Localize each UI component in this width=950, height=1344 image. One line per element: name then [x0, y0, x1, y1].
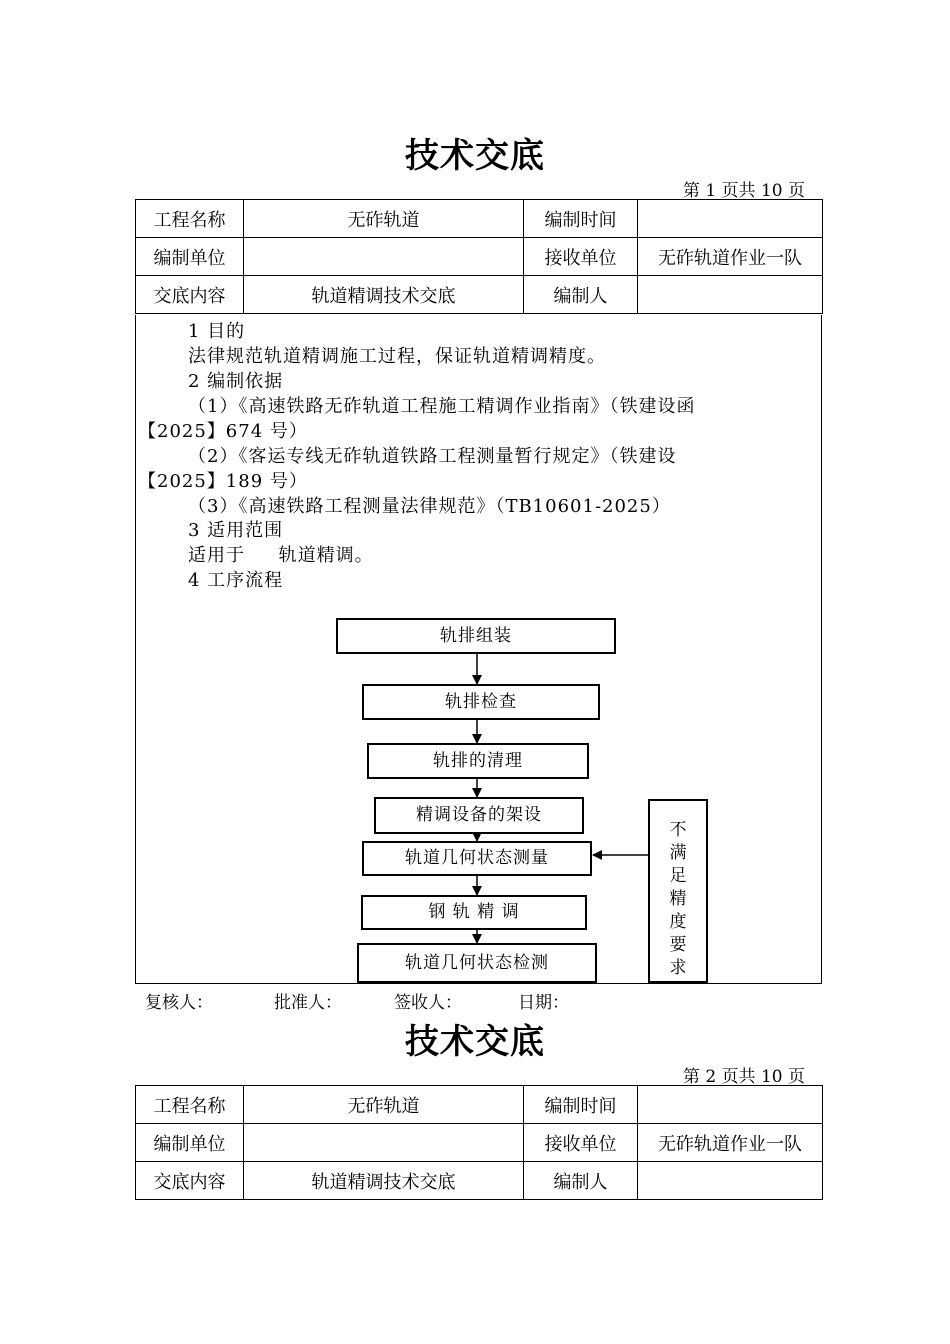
- project-name-value: 无砟轨道: [244, 200, 524, 238]
- table-row: [136, 238, 823, 276]
- page-2-header-table: [135, 1085, 823, 1200]
- project-name-value: 无砟轨道: [244, 1086, 524, 1124]
- project-name-label: 工程名称: [136, 1086, 244, 1124]
- body-text: （2）《客运专线无砟轨道铁路工程测量暂行规定》（铁建设: [188, 446, 677, 467]
- body-text: （1）《高速铁路无砟轨道工程施工精调作业指南》（铁建设函: [188, 396, 696, 417]
- compile-time-value: [638, 200, 823, 238]
- receive-unit-label: 接收单位: [524, 1124, 638, 1162]
- receive-unit-value: 无砟轨道作业一队: [638, 238, 823, 276]
- feedback-char: 满: [669, 843, 687, 863]
- content-label: 交底内容: [136, 1162, 244, 1200]
- receive-unit-value: 无砟轨道作业一队: [638, 1124, 823, 1162]
- body-text: 【2025】674 号）: [138, 421, 308, 442]
- compiler-value: [638, 276, 823, 314]
- content-value: 轨道精调技术交底: [244, 276, 524, 314]
- table-row: [136, 276, 823, 314]
- table-row: [136, 1086, 823, 1124]
- table-row: [136, 200, 823, 238]
- feedback-char: 精: [669, 889, 687, 909]
- compile-time-label: 编制时间: [524, 1086, 638, 1124]
- reviewer-label: 复核人：: [145, 993, 213, 1013]
- page-2-page-number: 第 2 页共 10 页: [682, 1067, 805, 1087]
- compile-unit-label: 编制单位: [136, 238, 244, 276]
- flow-step-2: 轨排检查: [362, 684, 600, 720]
- receive-unit-label: 接收单位: [524, 238, 638, 276]
- content-value: 轨道精调技术交底: [244, 1162, 524, 1200]
- approver-label: 批准人：: [274, 993, 342, 1013]
- page-1-header-table: [135, 199, 823, 314]
- date-label: 日期：: [518, 993, 569, 1013]
- section-heading-scope: 3 适用范围: [188, 520, 284, 541]
- table-row: [136, 1124, 823, 1162]
- feedback-box: [648, 799, 708, 983]
- compile-unit-value: [244, 1124, 524, 1162]
- section-heading-purpose: 1 目的: [188, 321, 246, 342]
- compile-time-label: 编制时间: [524, 200, 638, 238]
- recipient-label: 签收人：: [394, 993, 462, 1013]
- page-1-page-number: 第 1 页共 10 页: [682, 181, 805, 201]
- flow-step-7: 轨道几何状态检测: [357, 943, 597, 983]
- body-text: 适用于 轨道精调。: [188, 545, 374, 566]
- flow-step-6: 钢 轨 精 调: [361, 895, 587, 930]
- project-name-label: 工程名称: [136, 200, 244, 238]
- body-text: 法律规范轨道精调施工过程，保证轨道精调精度。: [188, 346, 606, 367]
- feedback-char: 不: [669, 820, 687, 840]
- compiler-label: 编制人: [524, 1162, 638, 1200]
- compile-unit-value: [244, 238, 524, 276]
- table-row: [136, 1162, 823, 1200]
- compiler-value: [638, 1162, 823, 1200]
- content-label: 交底内容: [136, 276, 244, 314]
- feedback-char: 要: [669, 935, 687, 955]
- page-2-title: 技术交底: [405, 1022, 545, 1062]
- compile-unit-label: 编制单位: [136, 1124, 244, 1162]
- feedback-char: 度: [669, 912, 687, 932]
- flow-step-5: 轨道几何状态测量: [362, 841, 592, 876]
- section-heading-process: 4 工序流程: [188, 570, 284, 591]
- feedback-char: 足: [669, 866, 687, 886]
- flow-step-3: 轨排的清理: [367, 743, 589, 779]
- section-heading-basis: 2 编制依据: [188, 371, 284, 392]
- body-text: 【2025】189 号）: [138, 471, 308, 492]
- compiler-label: 编制人: [524, 276, 638, 314]
- feedback-char: 求: [669, 958, 687, 978]
- page-1-title: 技术交底: [405, 136, 545, 176]
- compile-time-value: [638, 1086, 823, 1124]
- flow-step-1: 轨排组装: [336, 618, 616, 654]
- body-text: （3）《高速铁路工程测量法律规范》（TB10601-2025）: [188, 496, 671, 517]
- flow-step-4: 精调设备的架设: [374, 797, 584, 834]
